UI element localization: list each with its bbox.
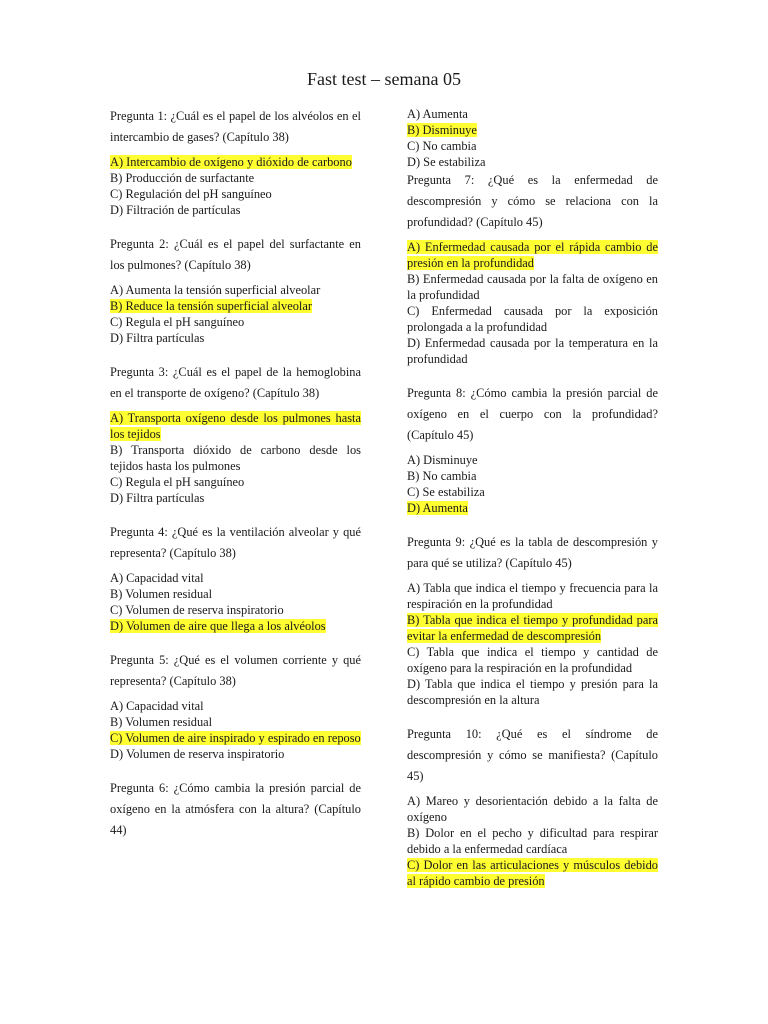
q7-option-c: C) Enfermedad causada por la exposición prolongada a la profundidad [407,304,658,334]
q6-option-b-highlighted: B) Disminuye [407,123,477,137]
question-3-text: Pregunta 3: ¿Cuál es el papel de la hemoglobina en el transporte de oxígeno? (Capítulo 38) [110,365,361,400]
q3-option-d: D) Filtra partículas [110,491,205,505]
question-9 [407,532,658,708]
q8-option-c: C) Se estabiliza [407,485,485,499]
question-2 [110,234,361,346]
question-6-options [407,106,658,170]
q10-option-c-highlighted: C) Dolor en las articulaciones y músculos debido al rápido cambio de presión [407,858,658,888]
q5-option-b: B) Volumen residual [110,715,213,729]
q8-option-a: A) Disminuye [407,453,478,467]
question-1-options [110,154,361,218]
q2-option-a: A) Aumenta la tensión superficial alveolar [110,283,321,297]
q1-option-a-highlighted: A) Intercambio de oxígeno y dióxido de carbono [110,155,352,169]
q8-option-b: B) No cambia [407,469,477,483]
document-title: Fast test – semana 05 [307,69,461,89]
q9-option-a: A) Tabla que indica el tiempo y frecuencia para la respiración en la profundidad [407,581,658,611]
q7-option-d: D) Enfermedad causada por la temperatura en la profundidad [407,336,658,366]
q1-option-b: B) Producción de surfactante [110,171,255,185]
question-4-text: Pregunta 4: ¿Qué es la ventilación alveolar y qué representa? (Capítulo 38) [110,525,361,560]
q4-option-d-highlighted: D) Volumen de aire que llega a los alvéolos [110,619,326,633]
q9-option-c: C) Tabla que indica el tiempo y cantidad de oxígeno para la respiración en la profundidad [407,645,658,675]
question-6-text: Pregunta 6: ¿Cómo cambia la presión parcial de oxígeno en la atmósfera con la altura? (Capítulo 44) [110,781,361,837]
question-7 [407,170,658,367]
q3-option-a-highlighted: A) Transporta oxígeno desde los pulmones hasta los tejidos [110,411,361,441]
question-10-text: Pregunta 10: ¿Qué es el síndrome de descompresión y cómo se manifiesta? (Capítulo 45) [407,727,658,783]
q8-option-d-highlighted: D) Aumenta [407,501,468,515]
question-9-options [407,580,658,708]
question-5-text: Pregunta 5: ¿Qué es el volumen corriente y qué representa? (Capítulo 38) [110,653,361,688]
q6-option-c: C) No cambia [407,139,477,153]
q3-option-b: B) Transporta dióxido de carbono desde los tejidos hasta los pulmones [110,443,361,473]
q6-option-d: D) Se estabiliza [407,155,486,169]
question-7-text: Pregunta 7: ¿Qué es la enfermedad de descompresión y cómo se relaciona con la profundidad? (Capítulo 45) [407,173,658,229]
q2-option-d: D) Filtra partículas [110,331,205,345]
question-8-options [407,452,658,516]
question-6 [110,778,361,841]
question-5-options [110,698,361,762]
q4-option-a: A) Capacidad vital [110,571,204,585]
q9-option-d: D) Tabla que indica el tiempo y presión para la descompresión en la altura [407,677,658,707]
q2-option-c: C) Regula el pH sanguíneo [110,315,245,329]
q5-option-c-highlighted: C) Volumen de aire inspirado y espirado en reposo [110,731,361,745]
question-4 [110,522,361,634]
q7-option-b: B) Enfermedad causada por la falta de oxígeno en la profundidad [407,272,658,302]
question-9-text: Pregunta 9: ¿Qué es la tabla de descompresión y para qué se utiliza? (Capítulo 45) [407,535,658,570]
question-5 [110,650,361,762]
q5-option-a: A) Capacidad vital [110,699,204,713]
q9-option-b-highlighted: B) Tabla que indica el tiempo y profundidad para evitar la enfermedad de descompresión [407,613,658,643]
question-8-text: Pregunta 8: ¿Cómo cambia la presión parcial de oxígeno en el cuerpo con la profundidad? (Capítulo 45) [407,386,658,442]
question-10 [407,724,658,889]
question-2-text: Pregunta 2: ¿Cuál es el papel del surfactante en los pulmones? (Capítulo 38) [110,237,361,272]
question-3 [110,362,361,506]
q2-option-b-highlighted: B) Reduce la tensión superficial alveolar [110,299,312,313]
question-7-options [407,239,658,367]
question-1 [110,106,361,218]
question-2-options [110,282,361,346]
q6-option-a: A) Aumenta [407,107,468,121]
right-column [407,106,658,889]
question-1-text: Pregunta 1: ¿Cuál es el papel de los alvéolos en el intercambio de gases? (Capítulo 38) [110,109,361,144]
q1-option-c: C) Regulación del pH sanguíneo [110,187,272,201]
question-8 [407,383,658,516]
q3-option-c: C) Regula el pH sanguíneo [110,475,245,489]
question-3-options [110,410,361,506]
q4-option-c: C) Volumen de reserva inspiratorio [110,603,284,617]
q7-option-a-highlighted: A) Enfermedad causada por el rápida cambio de presión en la profundidad [407,240,658,270]
left-column [110,106,361,841]
question-4-options [110,570,361,634]
q10-option-b: B) Dolor en el pecho y dificultad para respirar debido a la enfermedad cardíaca [407,826,658,856]
question-10-options [407,793,658,889]
q5-option-d: D) Volumen de reserva inspiratorio [110,747,285,761]
q1-option-d: D) Filtración de partículas [110,203,241,217]
q10-option-a: A) Mareo y desorientación debido a la falta de oxígeno [407,794,658,824]
q4-option-b: B) Volumen residual [110,587,213,601]
